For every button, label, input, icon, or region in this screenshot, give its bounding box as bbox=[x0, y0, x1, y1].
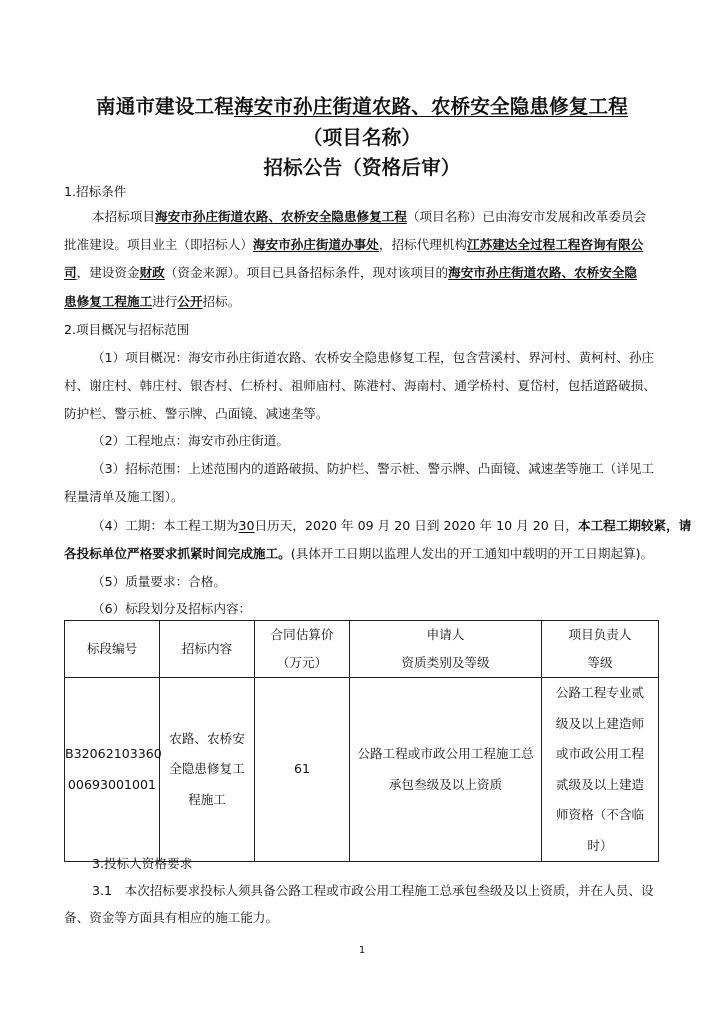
section-2-heading: 2.项目概况与招标范围 bbox=[64, 322, 190, 337]
tender-method: 公开 bbox=[177, 294, 203, 309]
cell-price: 61 bbox=[255, 678, 350, 862]
scope-line-1: （3）招标范围：上述范围内的道路破损、防护栏、警示桩、警示牌、凸面镜、减速垄等施工（详见工 bbox=[92, 461, 655, 476]
overview-line-1: （1）项目概况：海安市孙庄街道农路、农桥安全隐患修复工程，包含营溪村、界河村、黄柯村、孙庄 bbox=[92, 350, 655, 365]
section-1-heading: 1.招标条件 bbox=[64, 184, 127, 199]
project-name: 海安市孙庄街道农路、农桥安全隐患修复工程 bbox=[154, 209, 407, 224]
fund-source: 财政 bbox=[139, 265, 165, 280]
scope-line-2: 程量清单及施工图）。 bbox=[64, 489, 184, 504]
title-project-name: 海安市孙庄街道农路、农桥安全隐患修复工程 bbox=[233, 95, 628, 118]
s1-line-2: 批准建设。项目业主（即招标人）海安市孙庄街道办事处，招标代理机构江苏建达全过程工程咨询有限公 bbox=[64, 237, 644, 252]
location-line: （2）工程地点：海安市孙庄街道。 bbox=[92, 433, 289, 448]
s3-line-1: 3.1 本次招标要求投标人须具备公路工程或市政公用工程施工总承包叁级及以上资质，并在人员、设 bbox=[92, 883, 654, 898]
quality-line: （5）质量要求：合格。 bbox=[92, 574, 226, 589]
period-line-2: 各投标单位严格要求抓紧时间完成施工。(具体开工日期以监理人发出的开工通知中载明的开工日期起算)。 bbox=[64, 546, 654, 561]
header-code: 标段编号 bbox=[65, 621, 160, 678]
title-line-2: （项目名称） bbox=[302, 126, 422, 149]
s3-line-2: 备、资金等方面具有相应的施工能力。 bbox=[64, 910, 279, 925]
overview-line-2: 村、谢庄村、韩庄村、银杏村、仁桥村、祖师庙村、陈港村、海南村、通学桥村、夏岱村，包括道路破损、 bbox=[64, 378, 656, 393]
bid-sections-table bbox=[64, 620, 659, 862]
section-3-heading: 3.投标人资格要求 bbox=[92, 856, 193, 871]
cell-content: 农路、农桥安 全隐患修复工 程施工 bbox=[160, 678, 255, 862]
s1-line-4: 患修复工程施工进行公开招标。 bbox=[64, 294, 241, 309]
table-row bbox=[65, 678, 659, 862]
title-line-1 bbox=[0, 91, 724, 119]
s1-line-3: 司，建设资金财政（资金来源）。项目已具备招标条件，现对该项目的海安市孙庄街道农路、农桥安全隐 bbox=[64, 265, 638, 280]
period-line-1: （4）工期：本工程工期为30日历天，2020 年 09 月 20 日到 2020 年 10 月 20 日，本工程工期较紧，请 bbox=[92, 518, 692, 533]
agency-name: 江苏建达全过程工程咨询有限公 bbox=[467, 237, 644, 252]
header-applicant: 申请人 资质类别及等级 bbox=[350, 621, 542, 678]
s1-line-1: 本招标项目海安市孙庄街道农路、农桥安全隐患修复工程（项目名称）已由海安市发展和改革委员会 bbox=[92, 209, 647, 224]
header-manager: 项目负责人 等级 bbox=[542, 621, 659, 678]
table-header-row bbox=[65, 621, 659, 678]
header-content: 招标内容 bbox=[160, 621, 255, 678]
sections-label: （6）标段划分及招标内容： bbox=[92, 601, 252, 616]
cell-manager: 公路工程专业贰 级及以上建造师 或市政公用工程 贰级及以上建造 师资格（不含临 时） bbox=[542, 678, 659, 862]
period-days: 30 bbox=[238, 518, 255, 533]
page-number: 1 bbox=[358, 945, 366, 956]
owner-name: 海安市孙庄街道办事处 bbox=[252, 237, 379, 252]
cell-applicant: 公路工程或市政公用工程施工总 承包叁级及以上资质 bbox=[350, 678, 542, 862]
overview-line-3: 防护栏、警示桩、警示牌、凸面镜、减速垄等。 bbox=[64, 406, 329, 421]
header-price: 合同估算价 （万元） bbox=[255, 621, 350, 678]
cell-code: B32062103360 00693001001 bbox=[65, 678, 160, 862]
title-line-3: 招标公告（资格后审） bbox=[263, 156, 461, 179]
title-prefix: 南通市建设工程 bbox=[96, 95, 234, 118]
